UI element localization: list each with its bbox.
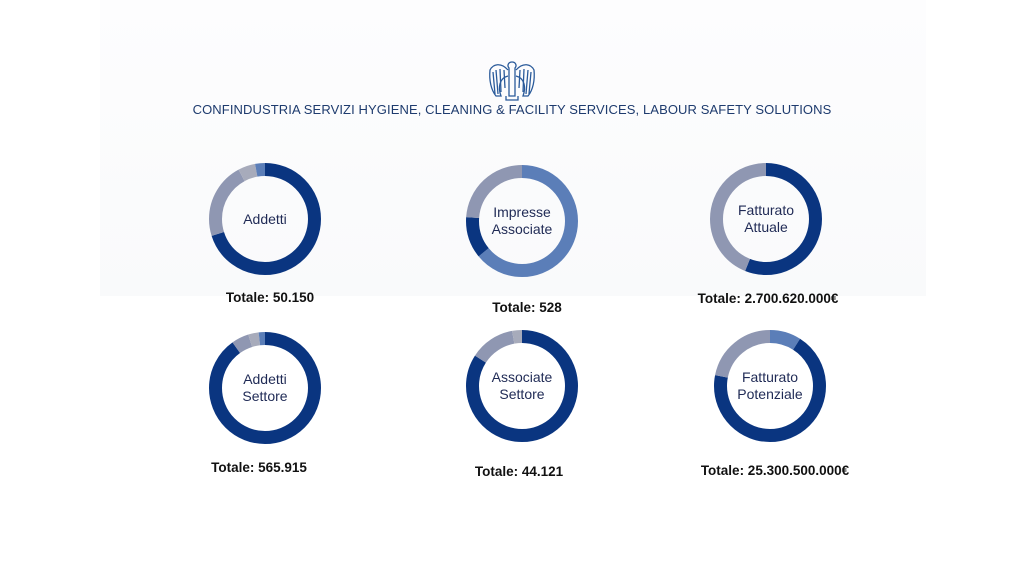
donut-fatturato-potenziale [712,328,828,444]
donut-center-label: Fatturato Attuale [737,202,795,235]
total-addetti: Totale: 50.150 [225,290,315,305]
total-associate-settore: Totale: 44.121 [474,464,564,479]
donut-imprese-associate [464,163,580,279]
donut-center-label: Addetti [243,210,287,227]
donut-addetti-settore [207,330,323,446]
donut-center-label: Fatturato Potenziale [737,369,803,402]
total-fatturato-potenziale: Totale: 25.300.500.000€ [700,463,850,478]
org-name: CONFINDUSTRIA SERVIZI HYGIENE, CLEANING & FACILITY SERVICES, LABOUR SAFETY SOLUTIONS [192,102,832,117]
donut-addetti [207,161,323,277]
eagle-logo-icon [487,56,537,102]
total-addetti-settore: Totale: 565.915 [211,460,307,475]
donut-associate-settore [464,328,580,444]
donut-center-label: Addetti Settore [242,371,288,404]
donut-fatturato-attuale [708,161,824,277]
total-imprese-associate: Totale: 528 [492,300,562,315]
donut-center-label: Impresse Associate [491,204,553,237]
donut-center-label: Associate Settore [491,369,553,402]
total-fatturato-attuale: Totale: 2.700.620.000€ [697,291,839,306]
